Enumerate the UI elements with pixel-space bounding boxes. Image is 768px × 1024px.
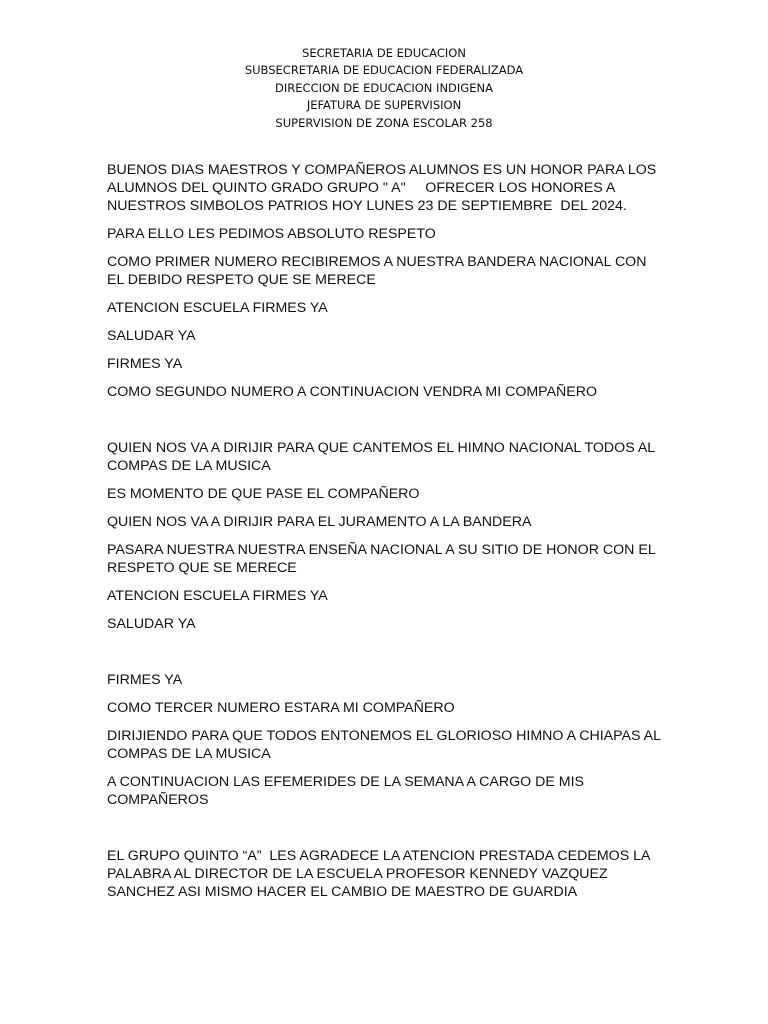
paragraph-national-anthem: QUIEN NOS VA A DIRIJIR PARA QUE CANTEMOS EL HIMNO NACIONAL TODOS AL COMPAS DE LA MUSICA bbox=[107, 440, 659, 474]
paragraph-second-number: COMO SEGUNDO NUMERO A CONTINUACION VENDRA MI COMPAÑERO bbox=[107, 384, 598, 400]
paragraph-third-number: COMO TERCER NUMERO ESTARA MI COMPAÑERO bbox=[107, 700, 455, 716]
paragraph-gap bbox=[107, 819, 667, 847]
paragraph-next-classmate: ES MOMENTO DE QUE PASE EL COMPAÑERO bbox=[107, 486, 420, 502]
paragraph-gap bbox=[107, 411, 667, 439]
header-line-subsecretaria: SUBSECRETARIA DE EDUCACION FEDERALIZADA bbox=[244, 63, 524, 78]
paragraph-flag-oath: QUIEN NOS VA A DIRIJIR PARA EL JURAMENTO A LA BANDERA bbox=[107, 514, 532, 530]
paragraph-ephemerides: A CONTINUACION LAS EFEMERIDES DE LA SEMANA A CARGO DE MIS COMPAÑEROS bbox=[107, 774, 588, 808]
header-line-secretaria: SECRETARIA DE EDUCACION bbox=[302, 46, 466, 60]
paragraph-command-firm-2: FIRMES YA bbox=[107, 672, 183, 688]
paragraph-command-salute: SALUDAR YA bbox=[107, 328, 196, 344]
paragraph-first-number: COMO PRIMER NUMERO RECIBIREMOS A NUESTRA BANDERA NACIONAL CON EL DEBIDO RESPETO QUE SE MERECE bbox=[107, 254, 651, 288]
paragraph-closing: EL GRUPO QUINTO “A” LES AGRADECE LA ATENCION PRESTADA CEDEMOS LA PALABRA AL DIRECTOR DE LA ESCUELA PROFESOR KENNEDY VAZQUEZ SANCHEZ ASI MISMO HACER EL CAMBIO DE MAESTRO DE GUARDIA bbox=[107, 848, 654, 900]
paragraph-chiapas-anthem: DIRIJIENDO PARA QUE TODOS ENTONEMOS EL GLORIOSO HIMNO A CHIAPAS AL COMPAS DE LA MUSICA bbox=[107, 728, 665, 762]
header-line-supervision: SUPERVISION DE ZONA ESCOLAR 258 bbox=[275, 115, 493, 130]
paragraph-flag-return: PASARA NUESTRA NUESTRA ENSEÑA NACIONAL A SU SITIO DE HONOR CON EL RESPETO QUE SE MERECE bbox=[107, 542, 660, 576]
paragraph-command-salute-2: SALUDAR YA bbox=[107, 616, 196, 632]
document-header bbox=[0, 45, 768, 132]
header-line-jefatura: JEFATURA DE SUPERVISION bbox=[306, 98, 462, 113]
paragraph-gap bbox=[107, 643, 667, 671]
paragraph-greeting: BUENOS DIAS MAESTROS Y COMPAÑEROS ALUMNOS ES UN HONOR PARA LOS ALUMNOS DEL QUINTO GRADO GRUPO " A" OFRECER LOS HONORES A NUESTROS SIMBOLOS PATRIOS HOY LUNES 23 DE SEPTIEMBRE DEL 2024. bbox=[107, 162, 660, 214]
paragraph-command-firm: FIRMES YA bbox=[107, 356, 183, 372]
header-line-direccion: DIRECCION DE EDUCACION INDIGENA bbox=[275, 80, 493, 95]
paragraph-command-attention-2: ATENCION ESCUELA FIRMES YA bbox=[107, 588, 328, 604]
paragraph-command-attention: ATENCION ESCUELA FIRMES YA bbox=[107, 300, 328, 316]
paragraph-respect-request: PARA ELLO LES PEDIMOS ABSOLUTO RESPETO bbox=[107, 226, 436, 242]
document-body bbox=[107, 161, 667, 911]
